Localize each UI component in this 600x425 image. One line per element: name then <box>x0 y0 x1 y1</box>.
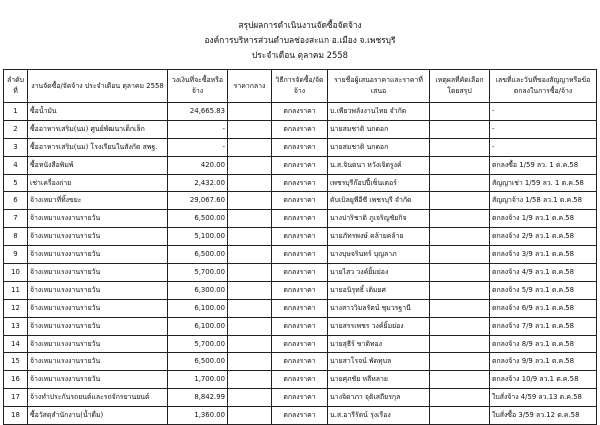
cell-method: ตกลงราคา <box>272 138 328 156</box>
table-row <box>4 103 597 121</box>
cell-result <box>430 156 490 174</box>
cell-contract: ตกลงจ้าง 7/9 ลว.1 ต.ค.58 <box>490 317 597 335</box>
table-row <box>4 120 597 138</box>
cell-bidder: นายสมชาติ นกดอก <box>328 120 430 138</box>
cell-budget: 5,700.00 <box>168 335 228 353</box>
header-method: วิธีการจัดซื้อ/จัดจ้าง <box>272 70 328 103</box>
cell-standard-price <box>228 281 272 299</box>
cell-bidder: เพชรบุรีก๊อปปี้เซ็นเตอร์ <box>328 174 430 192</box>
cell-budget: 6,100.00 <box>168 317 228 335</box>
cell-budget: 6,500.00 <box>168 210 228 228</box>
cell-result <box>430 299 490 317</box>
cell-method: ตกลงราคา <box>272 120 328 138</box>
cell-result <box>430 264 490 282</box>
cell-contract: ตกลงจ้าง 8/9 ลว.1 ต.ค.58 <box>490 335 597 353</box>
cell-method: ตกลงราคา <box>272 299 328 317</box>
cell-item: จ้างเหมาแรงงานรายวัน <box>28 335 168 353</box>
cell-bidder: นางสาววิมลรัตน์ ชุมวรฐานี <box>328 299 430 317</box>
table-row <box>4 353 597 371</box>
cell-bidder: นายสุธีร์ ขาติทอง <box>328 335 430 353</box>
cell-contract: ตกลงจ้าง 10/9 ลว.1 ต.ค.58 <box>490 371 597 389</box>
cell-method: ตกลงราคา <box>272 371 328 389</box>
cell-standard-price <box>228 371 272 389</box>
cell-standard-price <box>228 389 272 407</box>
cell-item: จ้างเหมาแรงงานรายวัน <box>28 228 168 246</box>
cell-item: ซื้ออาหารเสริม(นม) โรงเรียนในสังกัด สพฐ. <box>28 138 168 156</box>
cell-budget: 1,700.00 <box>168 371 228 389</box>
cell-result <box>430 138 490 156</box>
document-title: สรุปผลการดำเนินงานจัดซื้อจัดจ้าง <box>238 20 362 30</box>
cell-contract: ตกลงจ้าง 3/9 ลว.1 ต.ค.58 <box>490 246 597 264</box>
cell-budget: 29,067.60 <box>168 192 228 210</box>
cell-no: 12 <box>4 299 28 317</box>
table-row <box>4 174 597 192</box>
cell-item: จ้างเหมาแรงงานรายวัน <box>28 281 168 299</box>
cell-result <box>430 317 490 335</box>
header-contract: เลขที่และวันที่ของสัญญาหรือข้อตกลงในการซื้อ/จ้าง <box>490 70 597 103</box>
cell-budget: 6,500.00 <box>168 353 228 371</box>
cell-no: 15 <box>4 353 28 371</box>
cell-result <box>430 353 490 371</box>
cell-bidder: นางปาริชาติ ภูเจริญชัยกิจ <box>328 210 430 228</box>
header-bidders: รายชื่อผู้เสนอราคาและราคาที่เสนอ <box>328 70 430 103</box>
header-no: ลำดับที่ <box>4 70 28 103</box>
cell-standard-price <box>228 335 272 353</box>
cell-standard-price <box>228 156 272 174</box>
cell-method: ตกลงราคา <box>272 192 328 210</box>
cell-bidder: นางจิดาภา จุติเสถียรกุล <box>328 389 430 407</box>
cell-no: 1 <box>4 103 28 121</box>
cell-item: จ้างเหมาแรงงานรายวัน <box>28 299 168 317</box>
cell-method: ตกลงราคา <box>272 174 328 192</box>
cell-budget: 2,432.00 <box>168 174 228 192</box>
cell-bidder: นายไสว วงค์ยิ้มย่อง <box>328 264 430 282</box>
cell-contract: ใบสั่งซื้อ 3/59 ลว.12 ต.ค.58 <box>490 407 597 425</box>
cell-budget: 420.00 <box>168 156 228 174</box>
cell-no: 8 <box>4 228 28 246</box>
cell-contract: ตกลงจ้าง 4/9 ลว.1 ต.ค.58 <box>490 264 597 282</box>
cell-bidder: นายสาโรจน์ พัดทุบล <box>328 353 430 371</box>
cell-result <box>430 281 490 299</box>
cell-contract: ตกลงจ้าง 9/9 ลว.1 ต.ค.58 <box>490 353 597 371</box>
cell-result <box>430 103 490 121</box>
header-item: งานจัดซื้อ/จัดจ้าง ประจำเดือน ตุลาคม 2558 <box>28 70 168 103</box>
cell-item: จ้างเหมาแรงงานรายวัน <box>28 210 168 228</box>
cell-standard-price <box>228 103 272 121</box>
cell-standard-price <box>228 210 272 228</box>
cell-result <box>430 407 490 425</box>
cell-method: ตกลงราคา <box>272 389 328 407</box>
cell-contract: สัญญาเช่า 1/59 ลว. 1 ต.ค.58 <box>490 174 597 192</box>
cell-standard-price <box>228 228 272 246</box>
cell-standard-price <box>228 407 272 425</box>
cell-contract: ตกลงจ้าง 6/9 ลว.1 ต.ค.58 <box>490 299 597 317</box>
cell-standard-price <box>228 317 272 335</box>
cell-result <box>430 192 490 210</box>
report-period: ประจำเดือน ตุลาคม 2558 <box>251 50 348 60</box>
table-row <box>4 299 597 317</box>
cell-item: ซื้ออาหารเสริม(นม) ศูนย์พัฒนาเด็กเล็ก <box>28 120 168 138</box>
cell-standard-price <box>228 192 272 210</box>
cell-no: 11 <box>4 281 28 299</box>
cell-no: 5 <box>4 174 28 192</box>
cell-contract: สัญญาจ้าง 1/58 ลว.1 ต.ค.58 <box>490 192 597 210</box>
cell-budget: 24,665.83 <box>168 103 228 121</box>
cell-contract: ใบสั่งจ้าง 4/59 ลว.13 ต.ค.58 <box>490 389 597 407</box>
cell-item: จ้างเหมาแรงงานรายวัน <box>28 353 168 371</box>
table-row <box>4 407 597 425</box>
cell-result <box>430 371 490 389</box>
cell-no: 18 <box>4 407 28 425</box>
cell-bidder: นายภัทรพงษ์ คล้ายคล้าย <box>328 228 430 246</box>
cell-contract: - <box>490 120 597 138</box>
cell-budget: 5,100.00 <box>168 228 228 246</box>
table-row <box>4 192 597 210</box>
cell-method: ตกลงราคา <box>272 210 328 228</box>
cell-budget: 6,500.00 <box>168 246 228 264</box>
cell-contract: ตกลงซื้อ 1/59 ลว. 1 ต.ค.58 <box>490 156 597 174</box>
cell-bidder: บ.เพียวพลังงานไทย จำกัด <box>328 103 430 121</box>
cell-result <box>430 210 490 228</box>
cell-item: ซื้อหนังสือพิมพ์ <box>28 156 168 174</box>
cell-method: ตกลงราคา <box>272 228 328 246</box>
cell-result <box>430 228 490 246</box>
header-budget: วงเงินที่จะซื้อหรือจ้าง <box>168 70 228 103</box>
table-body <box>4 103 597 425</box>
cell-method: ตกลงราคา <box>272 246 328 264</box>
cell-item: จ้างเหมาแรงงานรายวัน <box>28 246 168 264</box>
table-header-row <box>4 70 597 103</box>
table-row <box>4 335 597 353</box>
cell-no: 16 <box>4 371 28 389</box>
cell-no: 10 <box>4 264 28 282</box>
cell-no: 4 <box>4 156 28 174</box>
table-row <box>4 138 597 156</box>
cell-method: ตกลงราคา <box>272 264 328 282</box>
table-row <box>4 389 597 407</box>
cell-no: 17 <box>4 389 28 407</box>
cell-contract: - <box>490 138 597 156</box>
cell-standard-price <box>228 353 272 371</box>
cell-method: ตกลงราคา <box>272 103 328 121</box>
cell-bidder: นายอนิรุทธิ์ เติมยศ <box>328 281 430 299</box>
header-standard-price: ราคากลาง <box>228 70 272 103</box>
cell-item: จ้างเหมาแรงงานรายวัน <box>28 317 168 335</box>
cell-bidder: นายสรรเพชร วงค์ยิ้มย่อง <box>328 317 430 335</box>
table-row <box>4 156 597 174</box>
cell-no: 7 <box>4 210 28 228</box>
cell-item: จ้างเหมาที่ทิ้งขยะ <box>28 192 168 210</box>
cell-method: ตกลงราคา <box>272 281 328 299</box>
procurement-table <box>3 69 597 425</box>
cell-item: จ้างเหมาแรงงานรายวัน <box>28 264 168 282</box>
cell-standard-price <box>228 174 272 192</box>
organization-name: องค์การบริหารส่วนตำบลช่องสะแก อ.เมือง จ.เพชรบุรี <box>204 35 396 45</box>
cell-result <box>430 246 490 264</box>
cell-budget: 5,700.00 <box>168 264 228 282</box>
cell-item: เช่าเครื่องถ่าย <box>28 174 168 192</box>
cell-method: ตกลงราคา <box>272 407 328 425</box>
cell-method: ตกลงราคา <box>272 156 328 174</box>
cell-standard-price <box>228 138 272 156</box>
cell-result <box>430 174 490 192</box>
table-row <box>4 281 597 299</box>
cell-item: ซื้อน้ำมัน <box>28 103 168 121</box>
table-row <box>4 317 597 335</box>
cell-contract: ตกลงจ้าง 5/9 ลว.1 ต.ค.58 <box>490 281 597 299</box>
cell-no: 14 <box>4 335 28 353</box>
cell-no: 2 <box>4 120 28 138</box>
cell-budget: - <box>168 120 228 138</box>
cell-item: จ้างทำประกันรถยนต์และรถจักรยานยนต์ <box>28 389 168 407</box>
cell-bidder: นายศุภชัย หลีหลาย <box>328 371 430 389</box>
cell-bidder: นายสมชาติ นกดอก <box>328 138 430 156</box>
cell-result <box>430 335 490 353</box>
cell-no: 3 <box>4 138 28 156</box>
cell-method: ตกลงราคา <box>272 335 328 353</box>
table-row <box>4 228 597 246</box>
cell-standard-price <box>228 246 272 264</box>
table-row <box>4 264 597 282</box>
cell-bidder: น.ส.จินตนา หวังเจิดรูงค์ <box>328 156 430 174</box>
cell-bidder: น.ส.อารีรัตน์ รุ่งเรือง <box>328 407 430 425</box>
cell-no: 6 <box>4 192 28 210</box>
cell-contract: ตกลงจ้าง 2/9 ลว.1 ต.ค.58 <box>490 228 597 246</box>
table-row <box>4 210 597 228</box>
cell-item: จ้างเหมาแรงงานรายวัน <box>28 371 168 389</box>
cell-budget: 6,300.00 <box>168 281 228 299</box>
cell-budget: 8,842.99 <box>168 389 228 407</box>
cell-bidder: ดับเบิลยูพีอีซี เพชรบุรี จำกัด <box>328 192 430 210</box>
cell-budget: 6,100.00 <box>168 299 228 317</box>
cell-bidder: นางบุษจรินทร์ บุญลาภ <box>328 246 430 264</box>
header-result: เหตุผลที่คัดเลือกโดยสรุป <box>430 70 490 103</box>
cell-contract: - <box>490 103 597 121</box>
cell-item: ซื้อวัสดุสำนักงาน(น้ำดื่ม) <box>28 407 168 425</box>
cell-method: ตกลงราคา <box>272 353 328 371</box>
cell-result <box>430 120 490 138</box>
cell-budget: - <box>168 138 228 156</box>
cell-method: ตกลงราคา <box>272 317 328 335</box>
cell-contract: ตกลงจ้าง 1/9 ลว.1 ต.ค.58 <box>490 210 597 228</box>
document-header <box>0 18 600 63</box>
cell-result <box>430 389 490 407</box>
cell-no: 9 <box>4 246 28 264</box>
cell-standard-price <box>228 120 272 138</box>
cell-no: 13 <box>4 317 28 335</box>
cell-standard-price <box>228 264 272 282</box>
cell-standard-price <box>228 299 272 317</box>
table-row <box>4 246 597 264</box>
cell-budget: 1,360.00 <box>168 407 228 425</box>
table-row <box>4 371 597 389</box>
